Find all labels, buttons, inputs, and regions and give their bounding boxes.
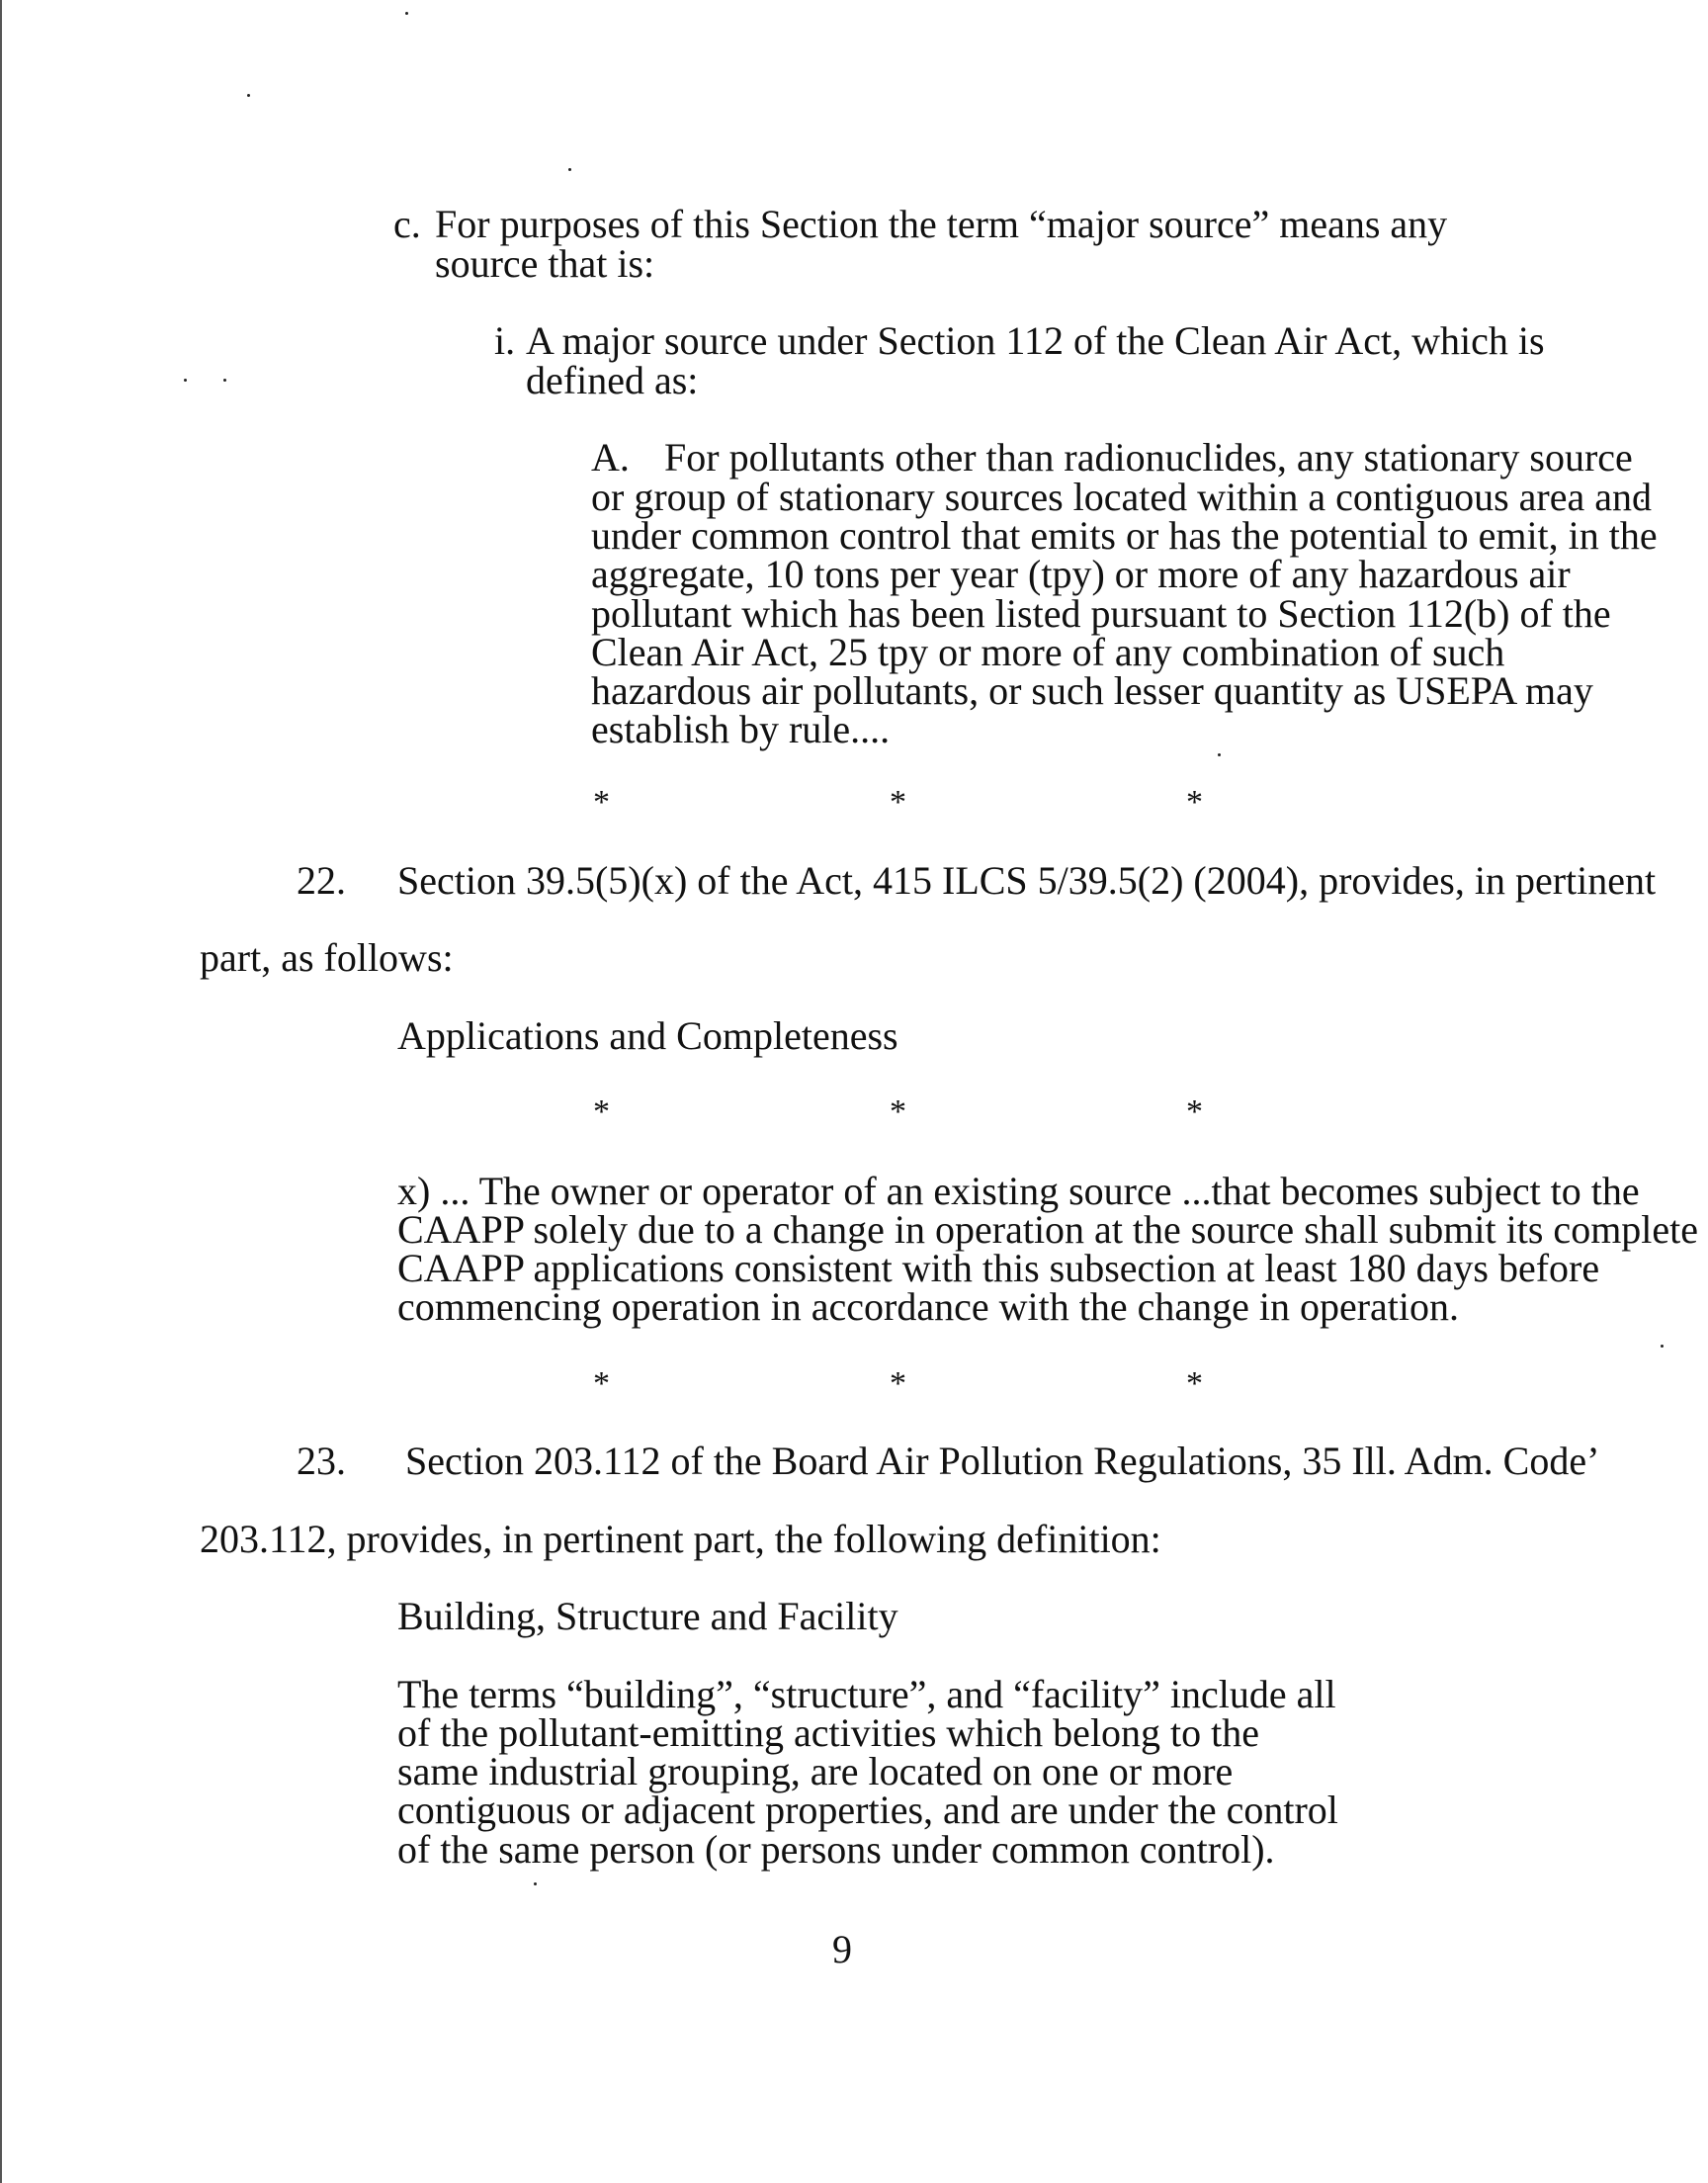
para-22-quote-line-1: x) ... The owner or operator of an existing source ...that becomes subject to the (397, 1169, 1640, 1213)
item-a-line-1: For pollutants other than radionuclides, any stationary source (664, 435, 1633, 480)
para-22-line-1: Section 39.5(5)(x) of the Act, 415 ILCS 5/39.5(2) (2004), provides, in pertinent (397, 858, 1657, 903)
item-i-line-2: defined as: (526, 358, 699, 402)
separator-asterisk: * (593, 1365, 610, 1402)
item-a-line-3: under common control that emits or has the potential to emit, in the (591, 513, 1658, 558)
item-a-label: A. (591, 435, 630, 480)
scan-speck (184, 379, 187, 382)
para-23-quote-line-5: of the same person (or persons under common control). (397, 1827, 1275, 1872)
item-c-label: c. (393, 202, 421, 246)
scan-speck (1661, 1345, 1664, 1348)
item-c-line-2: source that is: (435, 241, 655, 286)
separator-asterisk: * (1186, 1093, 1203, 1130)
scan-speck (534, 1882, 537, 1885)
para-23-quote-line-1: The terms “building”, “structure”, and “facility” include all (397, 1672, 1336, 1716)
para-23-heading: Building, Structure and Facility (397, 1594, 898, 1638)
para-22-quote-line-4: commencing operation in accordance with the change in operation. (397, 1284, 1460, 1329)
item-a-line-4: aggregate, 10 tons per year (tpy) or more of any hazardous air (591, 552, 1571, 596)
para-23-quote-line-2: of the pollutant-emitting activities which belong to the (397, 1710, 1260, 1755)
separator-asterisk: * (1186, 1365, 1203, 1402)
item-a-line-5: pollutant which has been listed pursuant to Section 112(b) of the (591, 591, 1611, 636)
scan-speck (1218, 753, 1221, 756)
separator-asterisk: * (1186, 784, 1203, 821)
scan-edge-line (0, 0, 2, 2183)
separator-asterisk: * (890, 784, 906, 821)
scan-speck (568, 168, 571, 171)
separator-asterisk: * (593, 1093, 610, 1130)
item-i-label: i. (494, 318, 516, 363)
para-22-heading: Applications and Completeness (397, 1013, 898, 1058)
para-23-line-1: Section 203.112 of the Board Air Pollution Regulations, 35 Ill. Adm. Code’ (405, 1439, 1600, 1483)
para-23-quote-line-4: contiguous or adjacent properties, and are under the control (397, 1788, 1338, 1832)
scan-speck (223, 379, 226, 382)
separator-asterisk: * (890, 1365, 906, 1402)
scan-speck (247, 94, 250, 97)
item-i-line-1: A major source under Section 112 of the Clean Air Act, which is (526, 318, 1545, 363)
para-22-line-2: part, as follows: (200, 935, 454, 980)
page-number: 9 (832, 1927, 852, 1971)
item-a-line-7: hazardous air pollutants, or such lesser quantity as USEPA may (591, 668, 1593, 713)
item-c-line-1: For purposes of this Section the term “major source” means any (435, 202, 1448, 246)
para-23-number: 23. (297, 1439, 346, 1483)
item-a-line-2: or group of stationary sources located within a contiguous area and (591, 475, 1653, 519)
separator-asterisk: * (890, 1093, 906, 1130)
para-22-number: 22. (297, 858, 346, 903)
para-22-quote-line-2: CAAPP solely due to a change in operation at the source shall submit its complete (397, 1207, 1699, 1252)
para-23-quote-line-3: same industrial grouping, are located on one or more (397, 1749, 1234, 1793)
para-22-quote-line-3: CAAPP applications consistent with this subsection at least 180 days before (397, 1246, 1600, 1290)
para-23-line-2: 203.112, provides, in pertinent part, the following definition: (200, 1517, 1161, 1561)
scan-speck (405, 12, 408, 15)
item-a-line-6: Clean Air Act, 25 tpy or more of any combination of such (591, 630, 1505, 674)
separator-asterisk: * (593, 784, 610, 821)
item-a-line-8: establish by rule.... (591, 707, 891, 751)
